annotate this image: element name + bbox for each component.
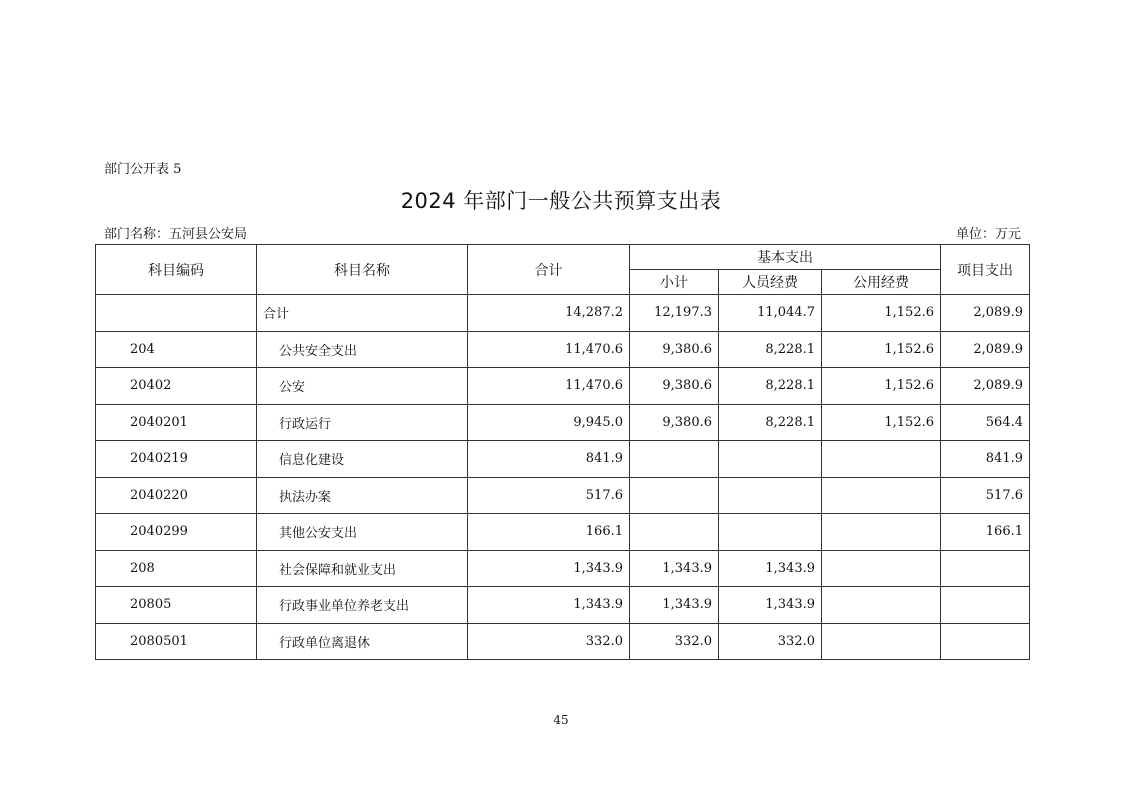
table-row [96, 368, 1030, 405]
row-code: 2080501 [96, 623, 257, 660]
row-public: 1,152.6 [822, 295, 941, 332]
row-code: 2040219 [96, 441, 257, 478]
row-personnel [719, 477, 822, 514]
row-personnel: 8,228.1 [719, 331, 822, 368]
table-number: 部门公开表 5 [104, 162, 182, 177]
row-subtotal: 9,380.6 [630, 368, 719, 405]
row-personnel: 1,343.9 [719, 587, 822, 624]
row-project [941, 587, 1030, 624]
row-public: 1,152.6 [822, 404, 941, 441]
col-header-name: 科目名称 [257, 245, 468, 295]
row-name: 信息化建设 [257, 441, 468, 478]
table-row [96, 587, 1030, 624]
row-personnel [719, 441, 822, 478]
row-code: 2040220 [96, 477, 257, 514]
budget-table [95, 244, 1030, 660]
col-header-total: 合计 [468, 245, 630, 295]
row-public: 1,152.6 [822, 331, 941, 368]
row-total: 11,470.6 [468, 331, 630, 368]
row-public [822, 514, 941, 551]
row-subtotal: 9,380.6 [630, 331, 719, 368]
row-subtotal: 1,343.9 [630, 550, 719, 587]
row-name: 社会保障和就业支出 [257, 550, 468, 587]
row-total: 14,287.2 [468, 295, 630, 332]
row-code: 208 [96, 550, 257, 587]
row-name: 行政事业单位养老支出 [257, 587, 468, 624]
row-code: 20402 [96, 368, 257, 405]
row-project: 2,089.9 [941, 295, 1030, 332]
row-total: 517.6 [468, 477, 630, 514]
row-personnel [719, 514, 822, 551]
row-subtotal [630, 477, 719, 514]
col-header-project: 项目支出 [941, 245, 1030, 295]
row-name: 行政运行 [257, 404, 468, 441]
row-project: 2,089.9 [941, 368, 1030, 405]
col-header-personnel: 人员经费 [719, 270, 822, 295]
row-project: 2,089.9 [941, 331, 1030, 368]
row-total: 841.9 [468, 441, 630, 478]
col-header-subtotal: 小计 [630, 270, 719, 295]
table-row [96, 404, 1030, 441]
row-personnel: 11,044.7 [719, 295, 822, 332]
row-code: 2040299 [96, 514, 257, 551]
table-row [96, 550, 1030, 587]
row-name: 其他公安支出 [257, 514, 468, 551]
row-total: 9,945.0 [468, 404, 630, 441]
row-code: 20805 [96, 587, 257, 624]
row-personnel: 8,228.1 [719, 404, 822, 441]
row-personnel: 1,343.9 [719, 550, 822, 587]
row-total: 1,343.9 [468, 550, 630, 587]
row-project: 564.4 [941, 404, 1030, 441]
table-row [96, 514, 1030, 551]
row-name: 公安 [257, 368, 468, 405]
unit-label: 单位：万元 [955, 227, 1021, 242]
col-header-basic: 基本支出 [630, 245, 941, 270]
row-public [822, 587, 941, 624]
row-public: 1,152.6 [822, 368, 941, 405]
row-name: 合计 [257, 295, 468, 332]
row-personnel: 8,228.1 [719, 368, 822, 405]
row-public [822, 477, 941, 514]
row-personnel: 332.0 [719, 623, 822, 660]
row-project [941, 623, 1030, 660]
row-public [822, 623, 941, 660]
row-name: 行政单位离退休 [257, 623, 468, 660]
department-name: 部门名称：五河县公安局 [104, 227, 248, 242]
page-title: 2024 年部门一般公共预算支出表 [400, 189, 722, 213]
row-code: 2040201 [96, 404, 257, 441]
row-public [822, 550, 941, 587]
row-name: 公共安全支出 [257, 331, 468, 368]
row-subtotal: 12,197.3 [630, 295, 719, 332]
table-row [96, 295, 1030, 332]
row-total: 332.0 [468, 623, 630, 660]
row-code [96, 295, 257, 332]
row-subtotal [630, 441, 719, 478]
table-row [96, 331, 1030, 368]
row-code: 204 [96, 331, 257, 368]
row-name: 执法办案 [257, 477, 468, 514]
row-total: 11,470.6 [468, 368, 630, 405]
row-subtotal: 332.0 [630, 623, 719, 660]
col-header-code: 科目编码 [96, 245, 257, 295]
col-header-public: 公用经费 [822, 270, 941, 295]
row-subtotal: 1,343.9 [630, 587, 719, 624]
row-total: 1,343.9 [468, 587, 630, 624]
page-number: 45 [553, 713, 569, 727]
row-subtotal [630, 514, 719, 551]
row-project: 841.9 [941, 441, 1030, 478]
table-row [96, 623, 1030, 660]
row-total: 166.1 [468, 514, 630, 551]
row-project: 517.6 [941, 477, 1030, 514]
table-row [96, 441, 1030, 478]
row-subtotal: 9,380.6 [630, 404, 719, 441]
table-row [96, 477, 1030, 514]
row-project [941, 550, 1030, 587]
row-public [822, 441, 941, 478]
row-project: 166.1 [941, 514, 1030, 551]
